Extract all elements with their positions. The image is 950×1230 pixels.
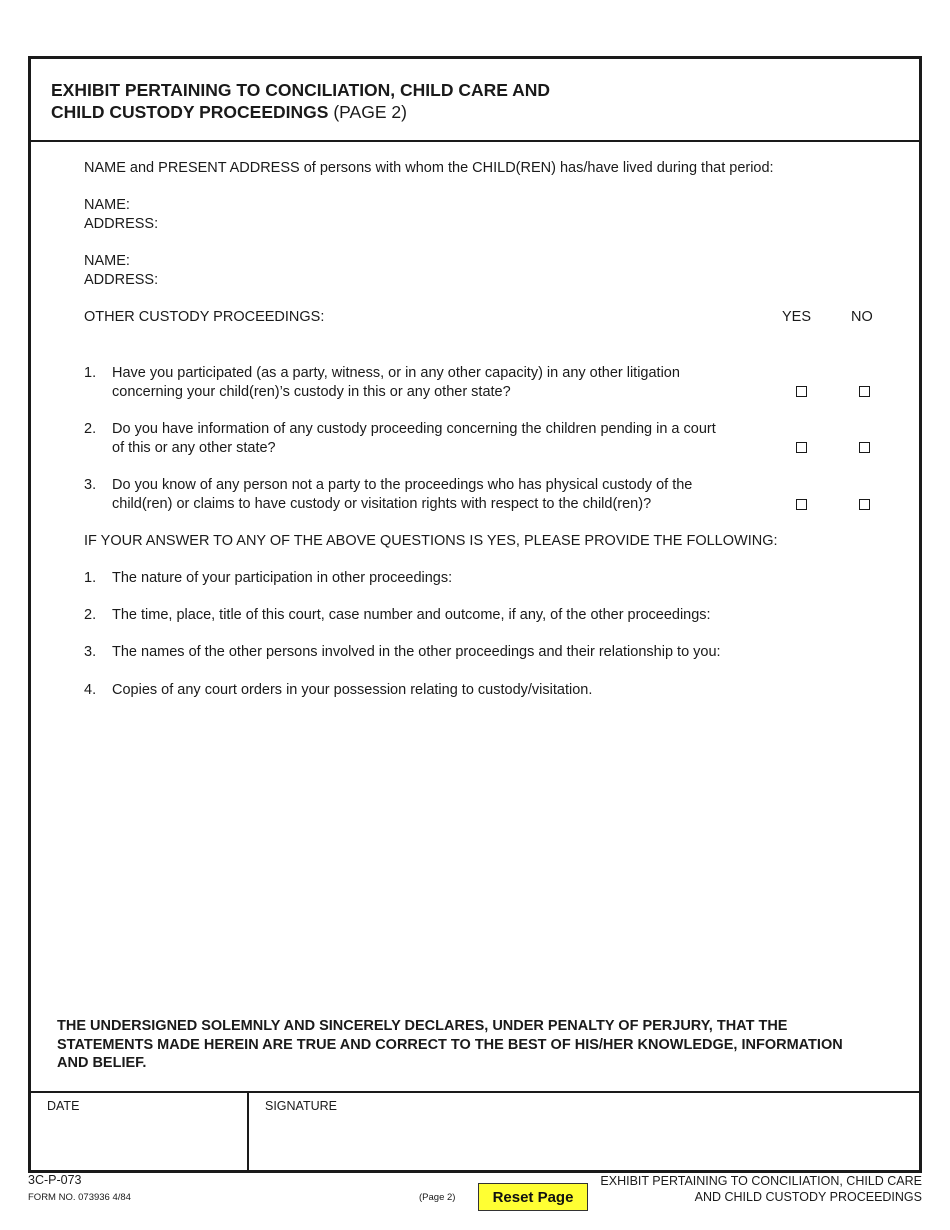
question-1-number: 1. xyxy=(84,365,97,381)
question-2-number: 2. xyxy=(84,421,97,437)
form-code: 3C-P-073 xyxy=(28,1173,82,1187)
reset-page-button[interactable]: Reset Page xyxy=(478,1183,588,1211)
no-column-header: NO xyxy=(851,309,873,325)
form-number: FORM NO. 073936 4/84 xyxy=(28,1192,131,1203)
followup-item-2-number: 2. xyxy=(84,607,97,623)
date-label: DATE xyxy=(47,1099,80,1113)
question-3-yes-checkbox[interactable] xyxy=(796,499,807,510)
perjury-declaration: THE UNDERSIGNED SOLEMNLY AND SINCERELY DECLARES, UNDER PENALTY OF PERJURY, THAT THE STATEMENTS MADE HEREIN ARE TRUE AND CORRECT TO THE BEST OF HIS/HER KNOWLEDGE, INFORMATION AND BELIEF. xyxy=(57,1018,843,1071)
person-1-address-label: ADDRESS: xyxy=(84,216,159,232)
question-2-line-1: Do you have information of any custody proceeding concerning the children pending in a court xyxy=(112,421,716,437)
signature-label: SIGNATURE xyxy=(265,1099,337,1113)
question-2-yes-checkbox[interactable] xyxy=(796,442,807,453)
form-title xyxy=(51,79,550,123)
followup-item-1-text: The nature of your participation in other proceedings: xyxy=(112,570,453,586)
custody-heading: OTHER CUSTODY PROCEEDINGS: xyxy=(84,309,325,325)
person-2-address-label: ADDRESS: xyxy=(84,272,159,288)
residence-intro: NAME and PRESENT ADDRESS of persons with whom the CHILD(REN) has/have lived during that period: xyxy=(84,160,774,176)
footer-title xyxy=(600,1173,922,1205)
title-line-1: EXHIBIT PERTAINING TO CONCILIATION, CHILD CARE AND xyxy=(51,80,551,100)
followup-item-3-number: 3. xyxy=(84,644,97,660)
person-1-name-label: NAME: xyxy=(84,197,130,213)
form-frame xyxy=(28,56,922,1173)
footer-title-line-1: EXHIBIT PERTAINING TO CONCILIATION, CHILD CARE xyxy=(600,1174,922,1188)
footer-title-line-2: AND CHILD CUSTODY PROCEEDINGS xyxy=(694,1190,922,1204)
question-2-line-2: of this or any other state? xyxy=(112,440,276,456)
date-field[interactable] xyxy=(31,1093,249,1172)
form-header xyxy=(31,59,919,142)
question-3-line-1: Do you know of any person not a party to the proceedings who has physical custody of the xyxy=(112,477,693,493)
title-line-2: CHILD CUSTODY PROCEEDINGS xyxy=(51,102,329,122)
question-3-text xyxy=(112,476,692,514)
question-2-no-checkbox[interactable] xyxy=(859,442,870,453)
question-3-number: 3. xyxy=(84,477,97,493)
question-1-no-checkbox[interactable] xyxy=(859,386,870,397)
person-2-name-label: NAME: xyxy=(84,253,130,269)
signature-field[interactable] xyxy=(249,1093,919,1172)
question-1-line-1: Have you participated (as a party, witness, or in any other capacity) in any other litigation xyxy=(112,365,680,381)
page-label: (Page 2) xyxy=(419,1192,456,1203)
followup-item-4-number: 4. xyxy=(84,682,97,698)
followup-item-3-text: The names of the other persons involved in the other proceedings and their relationship to you: xyxy=(112,644,721,660)
followup-item-4-text: Copies of any court orders in your possession relating to custody/visitation. xyxy=(112,682,593,698)
question-1-text xyxy=(112,364,680,402)
question-3-line-2: child(ren) or claims to have custody or visitation rights with respect to the child(ren)? xyxy=(112,496,652,512)
question-2-text xyxy=(112,420,716,458)
question-1-line-2: concerning your child(ren)’s custody in this or any other state? xyxy=(112,384,511,400)
question-1-yes-checkbox[interactable] xyxy=(796,386,807,397)
title-page-indicator: (PAGE 2) xyxy=(333,102,407,122)
followup-item-2-text: The time, place, title of this court, case number and outcome, if any, of the other proceedings: xyxy=(112,607,711,623)
yes-column-header: YES xyxy=(782,309,812,325)
followup-heading: IF YOUR ANSWER TO ANY OF THE ABOVE QUESTIONS IS YES, PLEASE PROVIDE THE FOLLOWING: xyxy=(84,533,778,549)
question-3-no-checkbox[interactable] xyxy=(859,499,870,510)
signature-row xyxy=(31,1091,919,1172)
followup-item-1-number: 1. xyxy=(84,570,97,586)
